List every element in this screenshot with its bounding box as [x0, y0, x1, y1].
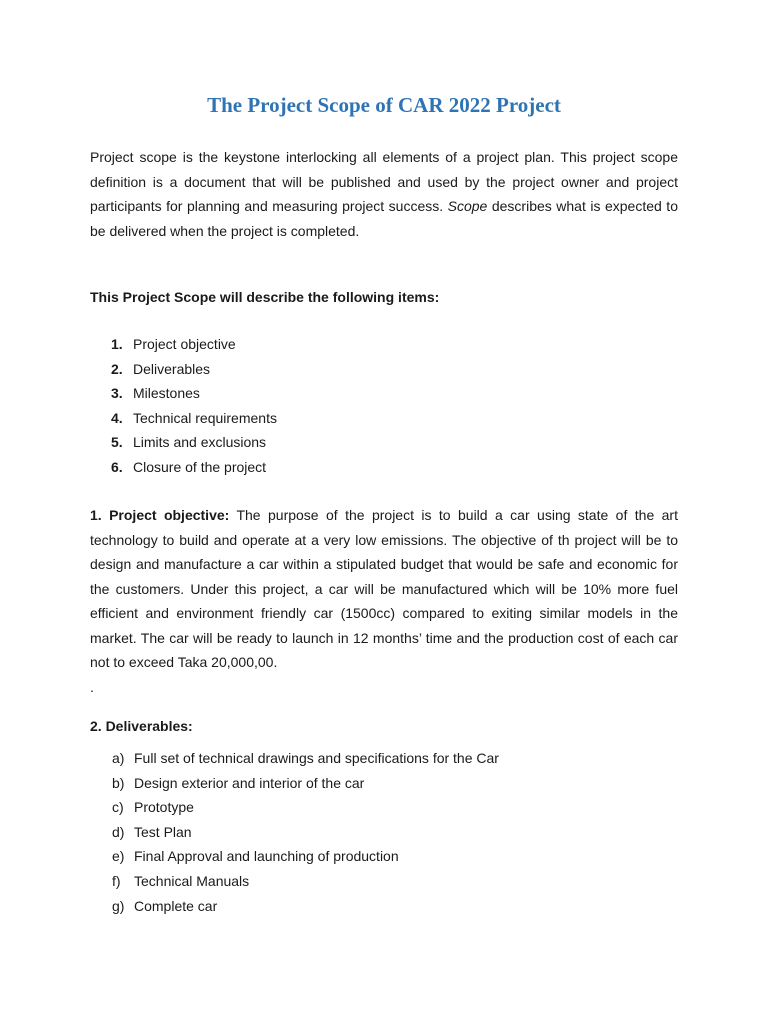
- intro-text-start: Project scope is the keystone interlocking all elements of a project plan. This project scope definition is a document that will be published and used by the project owner and project participants for planning and measuring project success.: [90, 149, 678, 214]
- intro-text-end: describes what is expected to be delivered when the project is completed.: [90, 198, 678, 239]
- list-item-number: 1.: [111, 336, 123, 352]
- list-item-label: Deliverables: [133, 360, 211, 377]
- list-item-letter: c): [112, 799, 124, 816]
- list-item-number: 6.: [111, 458, 123, 475]
- objective-heading: 1. Project objective:: [90, 507, 230, 523]
- intro-italic-word: Scope: [447, 198, 488, 214]
- list-item-label: Milestones: [133, 385, 200, 402]
- list-item-number: 3.: [111, 385, 123, 402]
- list-item-label: Test Plan: [134, 823, 192, 840]
- deliverables-list: [112, 746, 499, 918]
- items-heading: This Project Scope will describe the following items:: [90, 289, 440, 305]
- list-item-letter: a): [112, 750, 125, 766]
- list-item: [112, 894, 499, 919]
- list-item: [112, 869, 499, 894]
- list-item-label: Complete car: [134, 897, 218, 914]
- list-item-number: 5.: [111, 434, 123, 451]
- list-item-letter: f): [112, 872, 121, 889]
- list-item-letter: g): [112, 897, 125, 914]
- scope-items-list: [111, 332, 277, 480]
- list-item: [112, 844, 499, 869]
- list-item: [111, 381, 277, 406]
- list-item-number: 2.: [111, 360, 123, 377]
- list-item-number: 4.: [111, 409, 123, 426]
- list-item: [112, 795, 499, 820]
- list-item-label: Project objective: [133, 336, 236, 352]
- list-item: [112, 746, 499, 771]
- list-item: [111, 332, 277, 357]
- list-item: [111, 430, 277, 455]
- list-item-label: Prototype: [134, 799, 194, 816]
- list-item-label: Full set of technical drawings and specifications for the Car: [134, 750, 499, 766]
- list-item: [112, 771, 499, 796]
- list-item-label: Technical Manuals: [134, 872, 250, 889]
- list-item: [112, 820, 499, 845]
- deliverables-heading: 2. Deliverables:: [90, 718, 193, 734]
- stray-dot: .: [90, 679, 94, 695]
- list-item-letter: d): [112, 823, 125, 840]
- list-item-letter: e): [112, 848, 125, 865]
- page-title: The Project Scope of CAR 2022 Project: [207, 93, 561, 117]
- list-item-label: Limits and exclusions: [133, 434, 267, 451]
- objective-text: The purpose of the project is to build a car using state of the art technology to build and operate at a very low emissions. The objective of th project will be to design and manufacture a car within a stipulated budget that would be safe and economic for the customers. Under this project, a car will be manufactured which will be 10% more fuel efficient and environment friendly car (1500cc) compared to exiting similar models in the market. The car will be ready to launch in 12 months’ time and the production cost of each car not to exceed Taka 20,000,00.: [90, 507, 678, 670]
- list-item: [111, 357, 277, 382]
- list-item-label: Technical requirements: [133, 409, 277, 426]
- list-item: [111, 406, 277, 431]
- list-item-label: Closure of the project: [133, 458, 267, 475]
- list-item-label: Final Approval and launching of production: [134, 848, 399, 865]
- intro-paragraph: [90, 145, 678, 243]
- list-item-letter: b): [112, 774, 125, 791]
- list-item-label: Design exterior and interior of the car: [134, 774, 365, 791]
- list-item: [111, 455, 277, 480]
- objective-paragraph: [90, 503, 678, 675]
